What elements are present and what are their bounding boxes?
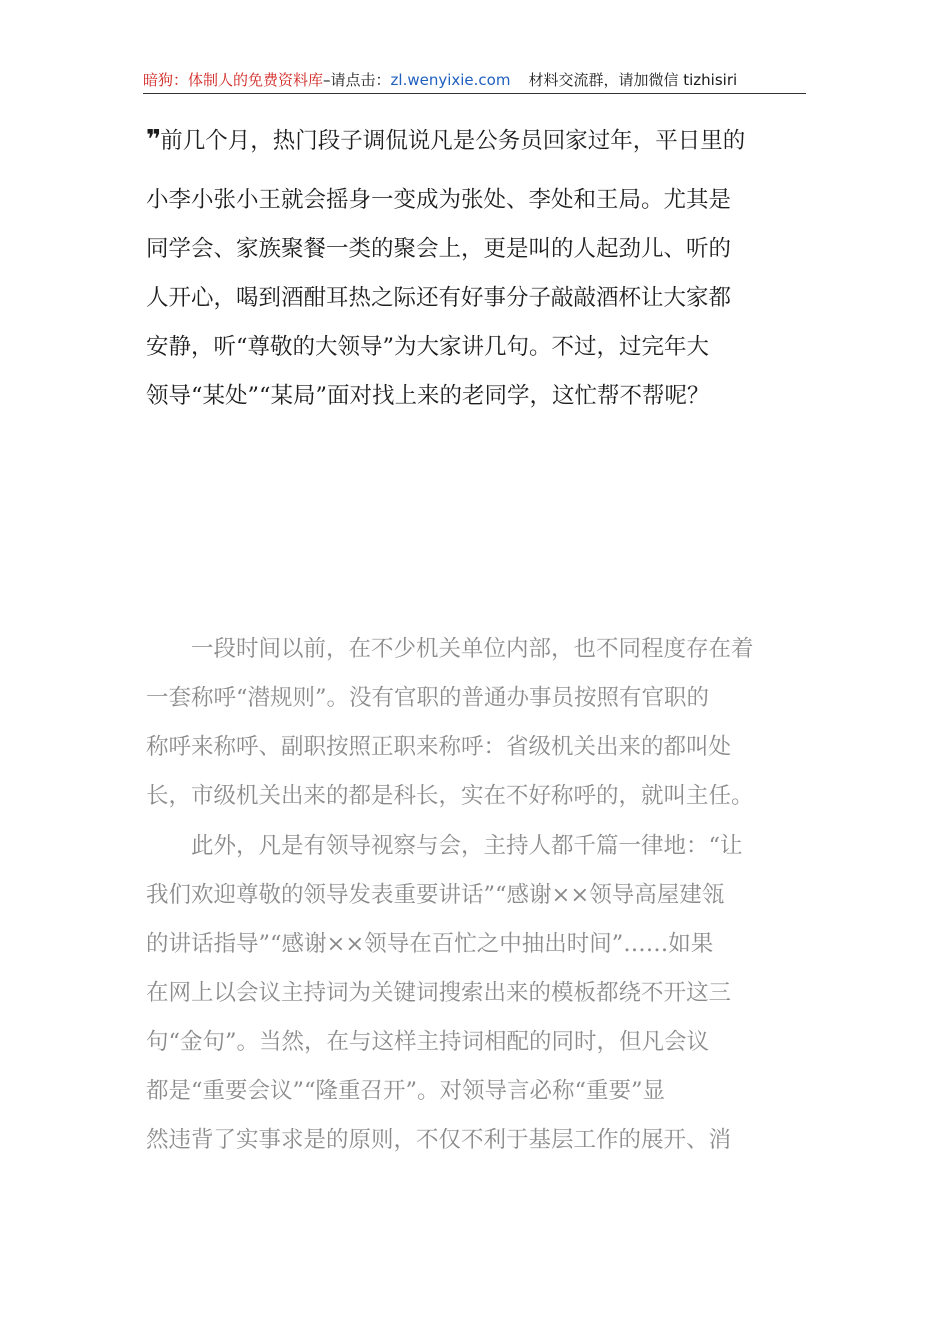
paragraph-line: 然违背了实事求是的原则，不仅不利于基层工作的展开、消 [146,1127,732,1153]
intro-line: 小李小张小王就会摇身一变成为张处、李处和王局。尤其是 [146,187,732,213]
paragraph-line: 都是“重要会议”“隆重召开”。对领导言必称“重要”显 [146,1078,666,1104]
paragraph-line: 一段时间以前，在不少机关单位内部，也不同程度存在着 [146,636,754,662]
body-paragraph-1 [146,625,806,821]
paragraph-line: 称呼来称呼、副职按照正职来称呼：省级机关出来的都叫处 [146,734,732,760]
header-link-prefix: –请点击： [323,71,391,89]
header-website-link[interactable]: zl.wenyixie.com [390,71,511,89]
page-header [143,67,806,93]
quote-mark-icon: ❞ [146,125,159,155]
paragraph-line: 一套称呼“潜规则”。没有官职的普通办事员按照有官职的 [146,685,710,711]
header-divider [143,93,806,94]
paragraph-line: 长，市级机关出来的都是科长，实在不好称呼的，就叫主任。 [146,783,754,809]
paragraph-line: 我们欢迎尊敬的领导发表重要讲话”“感谢××领导高屋建瓴 [146,882,725,908]
header-promo-text: 暗狗：体制人的免费资料库 [143,71,324,89]
intro-line [146,114,806,176]
intro-line: 领导“某处”“某局”面对找上来的老同学，这忙帮不帮呢？ [146,383,710,409]
intro-line: 人开心，喝到酒酣耳热之际还有好事分子敲敲酒杯让大家都 [146,285,732,311]
intro-line: 同学会、家族聚餐一类的聚会上，更是叫的人起劲儿、听的 [146,236,732,262]
intro-line: 安静，听“尊敬的大领导”为大家讲几句。不过，过完年大 [146,334,710,360]
intro-line-text: 前几个月，热门段子调侃说凡是公务员回家过年，平日里的 [160,128,746,154]
header-wechat-text: 材料交流群，请加微信 tizhisiri [528,71,738,89]
intro-paragraph [146,114,806,421]
body-paragraph-2 [146,822,806,1165]
paragraph-line: 在网上以会议主持词为关键词搜索出来的模板都绕不开这三 [146,980,732,1006]
paragraph-line: 句“金句”。当然，在与这样主持词相配的同时，但凡会议 [146,1029,710,1055]
paragraph-line: 此外，凡是有领导视察与会，主持人都千篇一律地：“让 [146,833,743,859]
paragraph-line: 的讲话指导”“感谢××领导在百忙之中抽出时间”……如果 [146,931,714,957]
